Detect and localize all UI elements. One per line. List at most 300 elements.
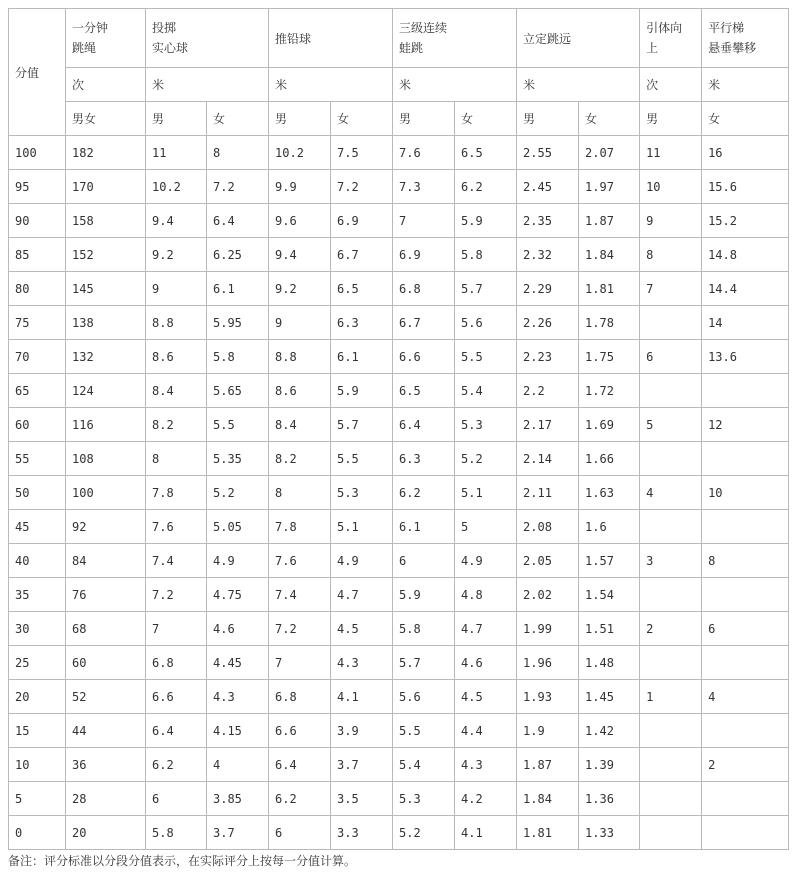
table-row <box>9 136 789 170</box>
table-cell: 2.17 <box>517 408 579 442</box>
table-cell: 9.2 <box>146 238 207 272</box>
score-cell: 50 <box>9 476 66 510</box>
table-cell: 7.6 <box>393 136 455 170</box>
table-cell: 8.6 <box>269 374 331 408</box>
table-cell: 4 <box>207 748 269 782</box>
gender-cell: 女 <box>207 102 269 136</box>
table-cell: 2.05 <box>517 544 579 578</box>
table-cell: 4.1 <box>331 680 393 714</box>
table-cell: 6.6 <box>269 714 331 748</box>
table-cell: 6.25 <box>207 238 269 272</box>
table-cell: 4.4 <box>455 714 517 748</box>
table-cell: 4.75 <box>207 578 269 612</box>
table-cell: 1 <box>640 680 702 714</box>
table-cell: 100 <box>66 476 146 510</box>
table-cell: 8.8 <box>146 306 207 340</box>
unit-cell: 次 <box>66 68 146 102</box>
event-header-medicine-ball: 投掷 实心球 <box>146 9 269 68</box>
table-cell: 6.4 <box>146 714 207 748</box>
table-cell: 6.8 <box>146 646 207 680</box>
table-cell: 6.2 <box>455 170 517 204</box>
table-cell: 1.39 <box>579 748 640 782</box>
table-cell: 8.6 <box>146 340 207 374</box>
gender-cell: 男 <box>146 102 207 136</box>
table-cell: 145 <box>66 272 146 306</box>
table-cell: 52 <box>66 680 146 714</box>
table-cell: 8.4 <box>269 408 331 442</box>
table-cell: 2 <box>702 748 789 782</box>
score-cell: 35 <box>9 578 66 612</box>
table-cell: 4 <box>702 680 789 714</box>
event-header-triple-frog-jump: 三级连续 蛙跳 <box>393 9 517 68</box>
table-cell: 2.45 <box>517 170 579 204</box>
table-cell: 138 <box>66 306 146 340</box>
table-cell <box>702 816 789 850</box>
table-row <box>9 374 789 408</box>
table-cell: 3.7 <box>207 816 269 850</box>
score-cell: 80 <box>9 272 66 306</box>
gender-cell: 男 <box>517 102 579 136</box>
table-cell: 7.6 <box>146 510 207 544</box>
table-cell: 5.05 <box>207 510 269 544</box>
table-cell: 1.66 <box>579 442 640 476</box>
table-cell: 92 <box>66 510 146 544</box>
table-cell: 10 <box>640 170 702 204</box>
table-cell: 6.2 <box>146 748 207 782</box>
table-cell: 7.4 <box>269 578 331 612</box>
table-cell <box>702 578 789 612</box>
table-cell: 14 <box>702 306 789 340</box>
table-row <box>9 680 789 714</box>
table-cell: 9.6 <box>269 204 331 238</box>
table-cell: 7.2 <box>331 170 393 204</box>
table-cell: 6.5 <box>331 272 393 306</box>
table-cell <box>702 374 789 408</box>
table-cell: 9 <box>269 306 331 340</box>
table-cell: 5.4 <box>455 374 517 408</box>
table-cell: 9.9 <box>269 170 331 204</box>
unit-cell: 米 <box>269 68 393 102</box>
table-cell: 4.5 <box>331 612 393 646</box>
event-header-parallel-ladder: 平行梯 悬垂攀移 <box>702 9 789 68</box>
table-cell: 15.6 <box>702 170 789 204</box>
table-cell: 4.7 <box>455 612 517 646</box>
table-cell: 4.9 <box>207 544 269 578</box>
table-cell: 4.1 <box>455 816 517 850</box>
table-cell: 5.8 <box>146 816 207 850</box>
table-cell: 7 <box>640 272 702 306</box>
table-cell: 3.85 <box>207 782 269 816</box>
table-cell: 5.5 <box>331 442 393 476</box>
table-cell: 2.23 <box>517 340 579 374</box>
table-cell: 6.7 <box>331 238 393 272</box>
table-cell: 4.3 <box>331 646 393 680</box>
table-cell: 5.65 <box>207 374 269 408</box>
gender-cell: 男 <box>393 102 455 136</box>
table-cell: 10 <box>702 476 789 510</box>
table-row <box>9 782 789 816</box>
table-cell <box>640 374 702 408</box>
table-cell: 68 <box>66 612 146 646</box>
table-row <box>9 408 789 442</box>
table-cell: 28 <box>66 782 146 816</box>
table-cell: 6.9 <box>331 204 393 238</box>
table-cell: 2.26 <box>517 306 579 340</box>
table-cell: 3.7 <box>331 748 393 782</box>
score-cell: 65 <box>9 374 66 408</box>
table-cell: 4.3 <box>207 680 269 714</box>
table-cell: 6.2 <box>393 476 455 510</box>
table-cell: 5.9 <box>331 374 393 408</box>
score-cell: 60 <box>9 408 66 442</box>
table-cell: 1.36 <box>579 782 640 816</box>
table-cell: 3.5 <box>331 782 393 816</box>
gender-cell: 女 <box>702 102 789 136</box>
table-cell: 1.42 <box>579 714 640 748</box>
table-cell: 1.96 <box>517 646 579 680</box>
table-cell: 2.29 <box>517 272 579 306</box>
table-cell <box>702 646 789 680</box>
table-cell: 1.78 <box>579 306 640 340</box>
event-header-standing-long-jump: 立定跳远 <box>517 9 640 68</box>
score-cell: 75 <box>9 306 66 340</box>
table-cell: 7 <box>146 612 207 646</box>
score-cell: 10 <box>9 748 66 782</box>
gender-cell: 男 <box>269 102 331 136</box>
table-cell: 5.1 <box>455 476 517 510</box>
table-row <box>9 748 789 782</box>
table-cell: 5.2 <box>455 442 517 476</box>
table-cell: 1.57 <box>579 544 640 578</box>
table-cell: 1.81 <box>517 816 579 850</box>
table-cell: 8 <box>640 238 702 272</box>
table-cell: 1.84 <box>517 782 579 816</box>
table-cell: 7.4 <box>146 544 207 578</box>
table-cell: 6.5 <box>455 136 517 170</box>
table-cell: 5.1 <box>331 510 393 544</box>
table-row <box>9 816 789 850</box>
table-cell: 5.3 <box>331 476 393 510</box>
table-cell: 1.63 <box>579 476 640 510</box>
table-cell: 6.2 <box>269 782 331 816</box>
score-cell: 5 <box>9 782 66 816</box>
table-cell: 5.4 <box>393 748 455 782</box>
table-cell: 1.93 <box>517 680 579 714</box>
table-cell <box>640 510 702 544</box>
table-row <box>9 170 789 204</box>
table-cell: 6.6 <box>146 680 207 714</box>
table-cell <box>640 782 702 816</box>
footnote: 备注：评分标准以分段分值表示，在实际评分上按每一分值计算。 <box>8 854 357 868</box>
score-cell: 90 <box>9 204 66 238</box>
table-cell: 1.69 <box>579 408 640 442</box>
table-cell: 4.45 <box>207 646 269 680</box>
table-cell: 5.5 <box>393 714 455 748</box>
table-cell: 4.7 <box>331 578 393 612</box>
table-cell: 7.8 <box>269 510 331 544</box>
table-cell: 124 <box>66 374 146 408</box>
table-cell: 7.8 <box>146 476 207 510</box>
table-cell: 8 <box>207 136 269 170</box>
table-cell: 1.75 <box>579 340 640 374</box>
table-cell: 4.2 <box>455 782 517 816</box>
unit-cell: 米 <box>393 68 517 102</box>
table-cell: 158 <box>66 204 146 238</box>
table-cell: 6.5 <box>393 374 455 408</box>
table-cell: 4.15 <box>207 714 269 748</box>
table-cell: 60 <box>66 646 146 680</box>
table-cell: 5 <box>455 510 517 544</box>
table-cell: 6.6 <box>393 340 455 374</box>
table-cell: 4.5 <box>455 680 517 714</box>
table-cell <box>640 646 702 680</box>
table-row <box>9 544 789 578</box>
table-cell: 4.3 <box>455 748 517 782</box>
table-cell: 6.4 <box>393 408 455 442</box>
event-header-jump-rope: 一分钟 跳绳 <box>66 9 146 68</box>
table-cell <box>640 306 702 340</box>
table-row <box>9 510 789 544</box>
score-cell: 100 <box>9 136 66 170</box>
table-cell: 5.9 <box>393 578 455 612</box>
table-cell: 1.99 <box>517 612 579 646</box>
table-cell: 5.5 <box>207 408 269 442</box>
table-row <box>9 272 789 306</box>
table-cell: 8 <box>702 544 789 578</box>
gender-cell: 女 <box>455 102 517 136</box>
table-cell: 2 <box>640 612 702 646</box>
table-cell: 5.2 <box>207 476 269 510</box>
table-cell: 6.8 <box>269 680 331 714</box>
table-cell: 1.6 <box>579 510 640 544</box>
table-cell: 36 <box>66 748 146 782</box>
table-cell: 1.9 <box>517 714 579 748</box>
gender-cell: 女 <box>579 102 640 136</box>
table-cell: 84 <box>66 544 146 578</box>
table-cell: 1.51 <box>579 612 640 646</box>
table-row <box>9 714 789 748</box>
table-cell: 152 <box>66 238 146 272</box>
table-cell: 2.07 <box>579 136 640 170</box>
table-cell: 6 <box>640 340 702 374</box>
table-cell: 2.14 <box>517 442 579 476</box>
table-cell: 4.6 <box>455 646 517 680</box>
score-header-cell: 分值 <box>9 9 66 136</box>
table-cell: 6.1 <box>207 272 269 306</box>
table-cell: 3.9 <box>331 714 393 748</box>
table-cell: 6 <box>146 782 207 816</box>
gender-cell: 女 <box>331 102 393 136</box>
table-cell: 3.3 <box>331 816 393 850</box>
table-cell: 7.2 <box>269 612 331 646</box>
table-cell: 2.32 <box>517 238 579 272</box>
table-cell: 6.1 <box>393 510 455 544</box>
table-cell <box>640 442 702 476</box>
table-cell: 6.4 <box>207 204 269 238</box>
table-cell: 6.8 <box>393 272 455 306</box>
table-cell: 4 <box>640 476 702 510</box>
table-cell: 8.8 <box>269 340 331 374</box>
table-cell: 76 <box>66 578 146 612</box>
table-cell: 11 <box>640 136 702 170</box>
table-cell: 5.7 <box>331 408 393 442</box>
table-cell: 20 <box>66 816 146 850</box>
gender-cell: 男 <box>640 102 702 136</box>
table-cell: 6 <box>393 544 455 578</box>
table-cell: 10.2 <box>146 170 207 204</box>
table-cell: 44 <box>66 714 146 748</box>
table-cell: 2.08 <box>517 510 579 544</box>
header-row-gender <box>9 102 789 136</box>
table-cell: 5.9 <box>455 204 517 238</box>
table-cell: 6 <box>269 816 331 850</box>
table-cell: 5 <box>640 408 702 442</box>
score-cell: 45 <box>9 510 66 544</box>
table-cell: 14.4 <box>702 272 789 306</box>
table-cell: 1.97 <box>579 170 640 204</box>
table-cell: 7 <box>269 646 331 680</box>
table-cell: 4.9 <box>331 544 393 578</box>
table-row <box>9 306 789 340</box>
unit-cell: 米 <box>517 68 640 102</box>
table-cell: 14.8 <box>702 238 789 272</box>
event-header-pull-up: 引体向 上 <box>640 9 702 68</box>
table-cell <box>702 510 789 544</box>
table-cell: 11 <box>146 136 207 170</box>
table-cell: 5.8 <box>393 612 455 646</box>
table-cell: 9 <box>640 204 702 238</box>
table-cell: 8.2 <box>146 408 207 442</box>
unit-cell: 米 <box>146 68 269 102</box>
table-cell: 10.2 <box>269 136 331 170</box>
table-cell: 7 <box>393 204 455 238</box>
score-cell: 40 <box>9 544 66 578</box>
table-cell: 2.02 <box>517 578 579 612</box>
table-cell: 5.2 <box>393 816 455 850</box>
table-row <box>9 238 789 272</box>
table-cell: 182 <box>66 136 146 170</box>
table-cell: 8 <box>269 476 331 510</box>
table-row <box>9 204 789 238</box>
score-cell: 0 <box>9 816 66 850</box>
table-cell: 1.33 <box>579 816 640 850</box>
table-cell <box>702 442 789 476</box>
table-cell: 1.54 <box>579 578 640 612</box>
table-cell: 5.6 <box>455 306 517 340</box>
table-cell: 5.7 <box>393 646 455 680</box>
table-cell: 9 <box>146 272 207 306</box>
header-row-units <box>9 68 789 102</box>
score-cell: 70 <box>9 340 66 374</box>
table-cell: 6.4 <box>269 748 331 782</box>
table-cell: 3 <box>640 544 702 578</box>
score-cell: 55 <box>9 442 66 476</box>
score-cell: 95 <box>9 170 66 204</box>
table-cell: 8.2 <box>269 442 331 476</box>
unit-cell: 次 <box>640 68 702 102</box>
scoring-standard-table <box>8 8 789 850</box>
gender-cell: 男女 <box>66 102 146 136</box>
table-cell: 9.4 <box>146 204 207 238</box>
table-cell: 5.3 <box>393 782 455 816</box>
table-cell: 7.6 <box>269 544 331 578</box>
table-cell <box>640 816 702 850</box>
table-cell: 5.6 <box>393 680 455 714</box>
table-cell <box>702 714 789 748</box>
table-row <box>9 340 789 374</box>
table-cell: 1.84 <box>579 238 640 272</box>
table-cell <box>640 748 702 782</box>
table-cell: 7.5 <box>331 136 393 170</box>
table-cell: 6.9 <box>393 238 455 272</box>
table-cell: 6.7 <box>393 306 455 340</box>
table-row <box>9 578 789 612</box>
table-cell: 6.1 <box>331 340 393 374</box>
table-cell: 6 <box>702 612 789 646</box>
table-cell: 2.11 <box>517 476 579 510</box>
table-cell: 2.55 <box>517 136 579 170</box>
table-cell: 5.95 <box>207 306 269 340</box>
table-cell: 2.35 <box>517 204 579 238</box>
table-row <box>9 442 789 476</box>
table-cell: 12 <box>702 408 789 442</box>
table-cell: 7.3 <box>393 170 455 204</box>
event-header-shot-put: 推铅球 <box>269 9 393 68</box>
table-cell: 4.9 <box>455 544 517 578</box>
table-cell: 13.6 <box>702 340 789 374</box>
table-cell: 6.3 <box>393 442 455 476</box>
table-cell: 9.2 <box>269 272 331 306</box>
table-cell: 1.81 <box>579 272 640 306</box>
score-cell: 20 <box>9 680 66 714</box>
table-cell: 5.3 <box>455 408 517 442</box>
score-cell: 25 <box>9 646 66 680</box>
table-cell <box>702 782 789 816</box>
table-cell: 170 <box>66 170 146 204</box>
table-cell: 116 <box>66 408 146 442</box>
table-cell: 9.4 <box>269 238 331 272</box>
table-cell: 5.8 <box>207 340 269 374</box>
table-row <box>9 476 789 510</box>
table-cell: 5.7 <box>455 272 517 306</box>
table-cell: 8.4 <box>146 374 207 408</box>
table-cell <box>640 578 702 612</box>
table-cell <box>640 714 702 748</box>
table-cell: 1.87 <box>579 204 640 238</box>
table-cell: 4.8 <box>455 578 517 612</box>
table-cell: 108 <box>66 442 146 476</box>
table-cell: 8 <box>146 442 207 476</box>
unit-cell: 米 <box>702 68 789 102</box>
score-cell: 85 <box>9 238 66 272</box>
table-cell: 7.2 <box>207 170 269 204</box>
table-cell: 5.5 <box>455 340 517 374</box>
score-cell: 30 <box>9 612 66 646</box>
table-row <box>9 612 789 646</box>
table-cell: 1.87 <box>517 748 579 782</box>
table-cell: 5.35 <box>207 442 269 476</box>
table-cell: 15.2 <box>702 204 789 238</box>
table-cell: 1.45 <box>579 680 640 714</box>
table-cell: 16 <box>702 136 789 170</box>
table-cell: 1.48 <box>579 646 640 680</box>
table-cell: 7.2 <box>146 578 207 612</box>
table-cell: 6.3 <box>331 306 393 340</box>
table-cell: 1.72 <box>579 374 640 408</box>
table-cell: 132 <box>66 340 146 374</box>
table-cell: 2.2 <box>517 374 579 408</box>
table-cell: 5.8 <box>455 238 517 272</box>
